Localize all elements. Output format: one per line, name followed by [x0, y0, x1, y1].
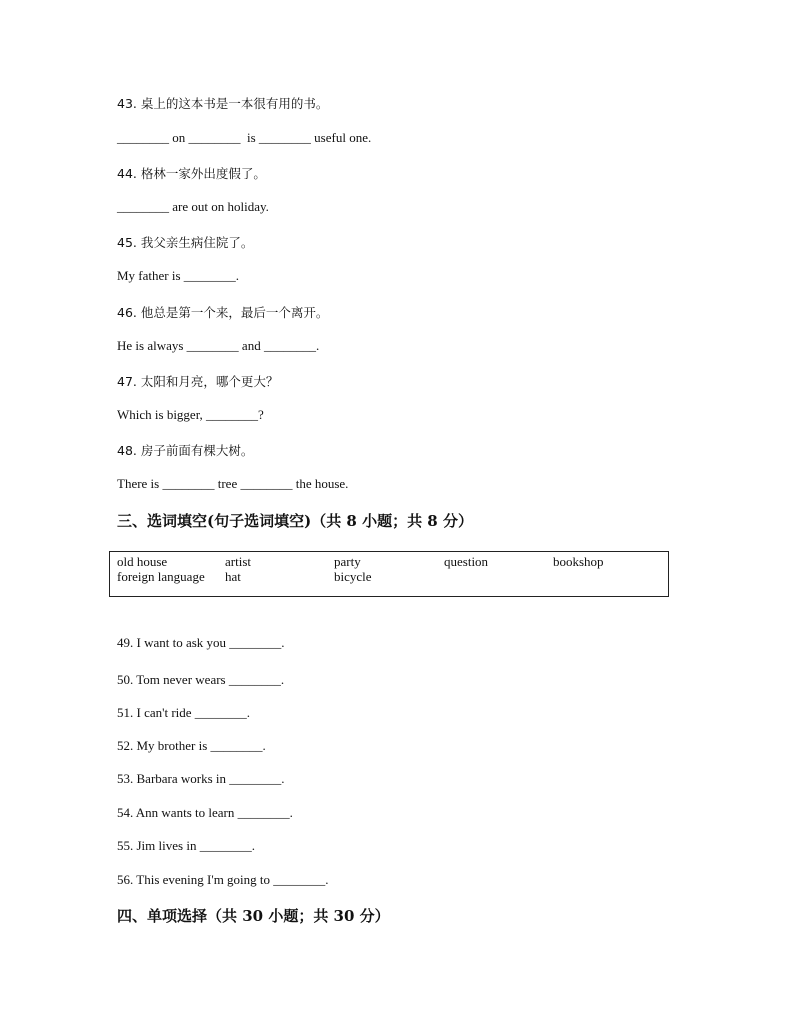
q43-prompt: 43. 桌上的这本书是一本很有用的书。 [117, 96, 329, 111]
q46-prompt: 46. 他总是第一个来，最后一个离开。 [117, 305, 329, 320]
question-52: 52. My brother is ________. [117, 738, 266, 753]
question-55: 55. Jim lives in ________. [117, 838, 255, 853]
word-bank-item: bicycle [334, 569, 372, 584]
q45-answer: My father is ________. [117, 268, 240, 283]
question-54: 54. Ann wants to learn ________. [117, 805, 293, 820]
word-bank-item: bookshop [553, 554, 604, 569]
question-50: 50. Tom never wears ________. [117, 672, 285, 687]
question-56: 56. This evening I'm going to ________. [117, 872, 329, 887]
word-bank-item: hat [225, 569, 241, 584]
word-bank-item: foreign language [117, 569, 205, 584]
q43-answer: ________ on ________ is ________ useful one. [117, 130, 372, 145]
q44-answer: ________ are out on holiday. [117, 199, 269, 214]
q47-prompt: 47. 太阳和月亮，哪个更大？ [117, 374, 279, 389]
question-51: 51. I can't ride ________. [117, 705, 251, 720]
q48-prompt: 48. 房子前面有棵大树。 [117, 443, 254, 458]
word-bank-item: old house [117, 554, 168, 569]
question-53: 53. Barbara works in ________. [117, 771, 285, 786]
q44-prompt: 44. 格林一家外出度假了。 [117, 166, 266, 181]
q48-answer: There is ________ tree ________ the house. [117, 476, 349, 491]
word-bank-item: question [444, 554, 489, 569]
word-bank-item: party [334, 554, 361, 569]
word-bank-item: artist [225, 554, 251, 569]
q45-prompt: 45. 我父亲生病住院了。 [117, 235, 254, 250]
q46-answer: He is always ________ and ________. [117, 338, 320, 353]
q47-answer: Which is bigger, ________? [117, 407, 264, 422]
section3-heading: 三、选词填空(句子选词填空)（共 8 小题；共 8 分） [117, 512, 473, 530]
section4-heading: 四、单项选择（共 30 小题；共 30 分） [117, 907, 390, 925]
question-49: 49. I want to ask you ________. [117, 635, 285, 650]
word-bank [109, 551, 669, 597]
